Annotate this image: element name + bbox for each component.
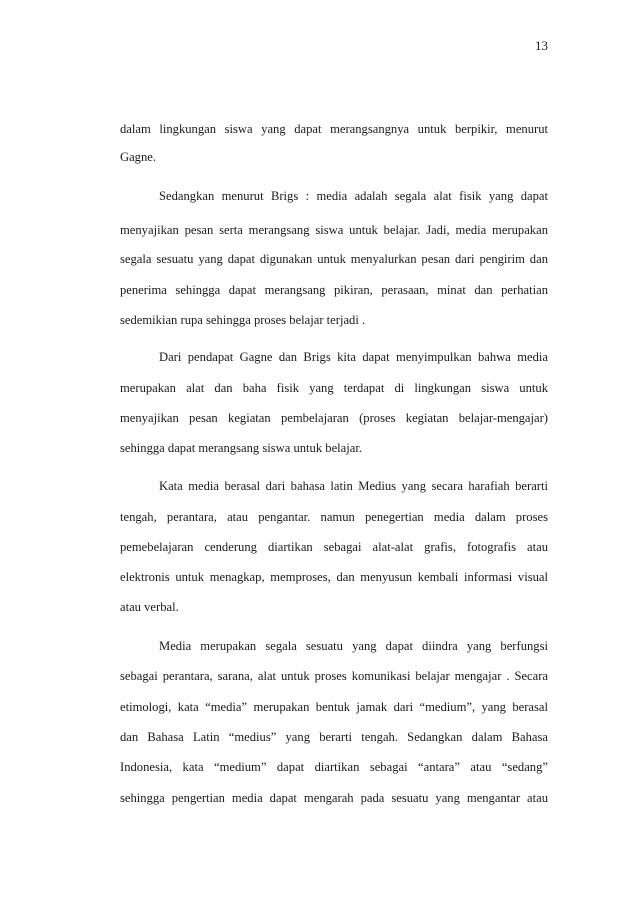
text-line: Kata media berasal dari bahasa latin Medius yang secara harafiah berarti: [159, 479, 548, 493]
text-line: elektronis untuk menagkap, memproses, dan menyusun kembali informasi visual: [120, 570, 548, 584]
text-line: tengah, perantara, atau pengantar. namun penegertian media dalam proses: [120, 510, 548, 524]
text-line: pemebelajaran cenderung diartikan sebagai alat-alat grafis, fotografis atau: [120, 540, 548, 554]
text-line: dalam lingkungan siswa yang dapat merangsangnya untuk berpikir, menurut: [120, 122, 548, 136]
text-line: menyajikan pesan kegiatan pembelajaran (proses kegiatan belajar-mengajar): [120, 411, 548, 425]
text-line: sedemikian rupa sehingga proses belajar terjadi .: [120, 313, 366, 327]
text-line: segala sesuatu yang dapat digunakan untuk menyalurkan pesan dari pengirim dan: [120, 252, 548, 266]
text-line: Sedangkan menurut Brigs : media adalah segala alat fisik yang dapat: [159, 189, 548, 203]
text-line: sehingga dapat merangsang siswa untuk belajar.: [120, 441, 363, 455]
text-line: atau verbal.: [120, 600, 179, 614]
text-line: Gagne.: [120, 150, 157, 164]
text-line: Indonesia, kata “medium” dapat diartikan sebagai “antara” atau “sedang”: [120, 760, 548, 774]
text-line: Dari pendapat Gagne dan Brigs kita dapat menyimpulkan bahwa media: [159, 350, 548, 364]
text-line: penerima sehingga dapat merangsang pikiran, perasaan, minat dan perhatian: [120, 283, 548, 297]
text-line: dan Bahasa Latin “medius” yang berarti tengah. Sedangkan dalam Bahasa: [120, 730, 548, 744]
text-line: etimologi, kata “media” merupakan bentuk jamak dari “medium”, yang berasal: [120, 700, 548, 714]
text-line: merupakan alat dan baha fisik yang terdapat di lingkungan siswa untuk: [120, 381, 548, 395]
page-number: 13: [535, 38, 548, 53]
text-line: menyajikan pesan serta merangsang siswa untuk belajar. Jadi, media merupakan: [120, 223, 548, 237]
text-line: sebagai perantara, sarana, alat untuk proses komunikasi belajar mengajar . Secara: [120, 669, 548, 683]
text-line: sehingga pengertian media dapat mengarah pada sesuatu yang mengantar atau: [120, 791, 548, 805]
text-line: Media merupakan segala sesuatu yang dapat diindra yang berfungsi: [159, 639, 548, 653]
